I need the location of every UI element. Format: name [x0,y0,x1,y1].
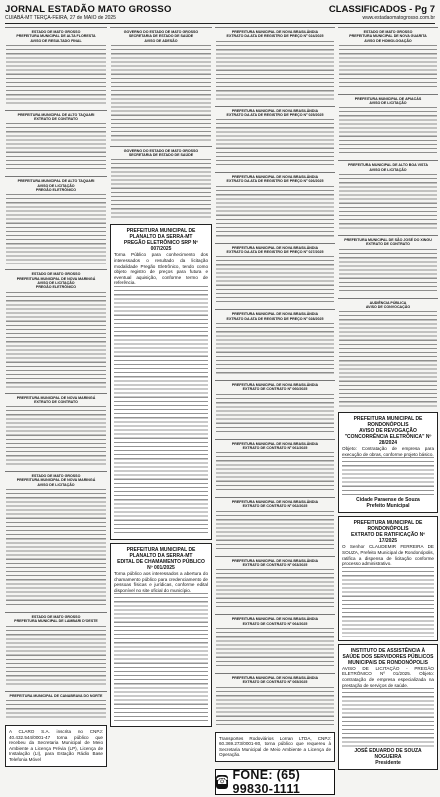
notice-body-lines [216,41,334,101]
notice-body-lines [6,292,106,388]
newspaper-date: CUIABÁ-MT TERÇA-FEIRA, 27 de MAIO de 2025 [5,15,116,21]
notice-body-lines [339,311,437,407]
legal-notice [110,146,212,223]
notice-body-lines [216,687,334,727]
column-4 [338,27,438,797]
notice-body-lines [6,123,106,171]
notice-body-lines [6,626,106,686]
column-2 [110,27,212,797]
notice-heading: PREFEITURA MUNICIPAL DE NOVA BRASILÂNDIA EXTRATO DE CONTRATO Nº 062/2025 [231,500,319,509]
page-header [5,4,435,24]
notice-body-lines [6,489,106,607]
notice-heading: PREFEITURA MUNICIPAL DE NOVA BRASILÂNDIA EXTRATO DA ATA DE REGISTRO DE PREÇO Nº 026/2025 [226,175,324,184]
legal-notice [338,94,438,159]
notice-heading: PREFEITURA MUNICIPAL DE ALTO BOA VISTA AVISO DE LICITAÇÃO [348,163,428,172]
legal-notice [5,27,107,108]
newspaper-title: JORNAL ESTADÃO MATO GROSSO [5,4,172,15]
legal-notice [338,298,438,411]
legal-notice [5,393,107,470]
notice-heading: PREFEITURA MUNICIPAL DE NOVA BRASILÂNDIA EXTRATO DA ATA DE REGISTRO DE PREÇO Nº 024/2025 [226,30,324,39]
legal-notice [215,380,335,437]
legal-notice [215,106,335,171]
notice-text-lines [114,286,208,536]
claro-notice: A CLARO S.A. inscrita no CNPJ: 40.432.544/0001-47 torna público que recebeu da Secretaria Municipal de Meio Ambiente a Licença Prévia (LP), Licença de Instalação (LI), para Estação Rádio Base Telefonia Móvel [5,725,107,767]
notice-body-lines [339,45,437,89]
legal-notice [5,176,107,267]
rondonopolis-revogacao: PREFEITURA MUNICIPAL DE RONDONÓPOLIS AVISO DE REVOGAÇÃO "CONCORRÊNCIA ELETRÔNICA" Nº 28/2024 Objeto: Contratação de empresa para execução de obras, conforme projeto básico. Cidade Paraense de Souza Prefeito Municipal [338,412,438,513]
legal-notice [215,243,335,308]
legal-notice [5,471,107,610]
notice-heading: GOVERNO DO ESTADO DE MATO GROSSO SECRETARIA DE ESTADO DE SAÚDE AVISO DE ADESÃO [123,30,199,43]
notice-heading: PREFEITURA MUNICIPAL DE ALTO TAQUARI AVISO DE LICITAÇÃO PREGÃO ELETRÔNICO [17,179,95,193]
notice-body-lines [339,249,437,293]
notice-heading: PREFEITURA MUNICIPAL DE APIACÁS AVISO DE LICITAÇÃO [354,96,422,106]
rondonopolis-ratificacao: PREFEITURA MUNICIPAL DE RONDONÓPOLIS EXTRATO DE RATIFICAÇÃO Nº 17/2025 O Senhor CLAUDEMIR FERREIRA DE SOUZA, Prefeito Municipal de Rondonópolis, ratifica a dispensa de licitação conforme processo administrativo. [338,516,438,640]
notice-text-lines [342,688,434,748]
notice-body-lines [216,511,334,551]
notice-text-lines [342,567,434,637]
notice-body-lines [216,394,334,434]
section-title: CLASSIFICADOS - Pg 7 [328,4,435,15]
notice-body-lines [6,700,106,720]
notice-heading: PREFEITURA MUNICIPAL DE NOVA MARINGÁ EXTRATO DE CONTRATO [16,395,96,404]
notice-body-lines [339,174,437,230]
legal-notice [215,309,335,378]
legal-notice [5,269,107,390]
notice-body-lines [216,628,334,668]
legal-notice [215,439,335,496]
notice-heading: PREFEITURA MUNICIPAL DE SÃO JOSÉ DO XINGU EXTRATO DE CONTRATO [344,238,432,247]
notice-body-lines [216,186,334,238]
notice-heading: ESTADO DE MATO GROSSO PREFEITURA MUNICIPAL DE NOVA MARINGÁ AVISO DE LICITAÇÃO PREGÃO ELETRÔNICO [16,272,96,290]
instituto-saude-notice: INSTITUTO DE ASSISTÊNCIA À SAÚDE DOS SERVIDORES PÚBLICOS MUNICIPAIS DE RONDONÓPOLIS AVISO DE LICITAÇÃO - PREGÃO ELETRÔNICO Nº 01/2025. Objeto: contratação de empresa especializada na prestação de serviços de saúde. JOSÉ EDUARDO DE SOUZA NOGUEIRA Presidente [338,644,438,770]
legal-notice [5,110,107,175]
notice-heading: PREFEITURA MUNICIPAL DE ALTO TAQUARI EXTRATO DE CONTRATO [17,112,95,122]
notice-heading: ESTADO DE MATO GROSSO PREFEITURA MUNICIPAL DE ALTA FLORESTA AVISO DE RESULTADO FINAL [16,30,96,43]
notice-body-lines [216,323,334,375]
notice-heading: ESTADO DE MATO GROSSO PREFEITURA MUNICIPAL DE NOVA GUARITA AVISO DE HOMOLOGAÇÃO [349,30,427,43]
legal-notice [5,691,107,723]
legal-notice [338,27,438,92]
notice-heading: AUDIÊNCIA PÚBLICA AVISO DE CONVOCAÇÃO [365,300,411,309]
notice-heading: GOVERNO DO ESTADO DE MATO GROSSO SECRETARIA DE ESTADO DE SAÚDE [123,148,199,158]
notice-body-lines [216,452,334,492]
notice-heading: ESTADO DE MATO GROSSO PREFEITURA MUNICIPAL DE LAMBARI D'OESTE [14,615,98,624]
legal-notice [215,27,335,104]
notice-body-lines [339,107,437,155]
notice-heading: PREFEITURA MUNICIPAL DE NOVA BRASILÂNDIA EXTRATO DA ATA DE REGISTRO DE PREÇO Nº 028/2025 [226,312,324,321]
notice-body-lines [216,119,334,167]
notice-heading: PREFEITURA MUNICIPAL DE NOVA BRASILÂNDIA EXTRATO DE CONTRATO Nº 060/2025 [231,382,319,392]
notice-body-lines [6,194,106,264]
legal-notice [5,612,107,689]
legal-notice [338,160,438,233]
lorran-notice: Transportes Rodoviários Lorran LTDA, CNPJ: 60.369.273/0001-80, torna público que requereu à Secretaria Municipal de Meio Ambiente a Licença de Operação. [215,732,335,762]
legal-notice [215,673,335,730]
notice-heading: PREFEITURA MUNICIPAL DE NOVA BRASILÂNDIA EXTRATO DE CONTRATO Nº 061/2025 [231,441,319,450]
notice-heading: PREFEITURA MUNICIPAL DE CANABRAVA DO NORTE [9,693,103,698]
legal-notice [215,172,335,241]
notice-text-lines [342,457,434,497]
notice-heading: PREFEITURA MUNICIPAL DE NOVA BRASILÂNDIA EXTRATO DE CONTRATO Nº 063/2025 [231,558,319,568]
notice-heading: PREFEITURA MUNICIPAL DE NOVA BRASILÂNDIA EXTRATO DA ATA DE REGISTRO DE PREÇO Nº 027/2025 [226,245,324,255]
planalto-chamamento-notice: PREFEITURA MUNICIPAL DE PLANALTO DA SERRA-MT EDITAL DE CHAMAMENTO PÚBLICO Nº 001/2025 Torna público aos interessados a abertura do chamamento público para credenciamento de pessoas físicas e jurídicas, conforme edital disponível no site oficial do município. [110,543,212,727]
column-3 [215,27,335,797]
legal-notice [215,556,335,613]
notice-heading: PREFEITURA MUNICIPAL DE NOVA BRASILÂNDIA EXTRATO DE CONTRATO Nº 064/2025 [231,617,319,626]
column-1 [5,27,107,797]
notice-body-lines [216,256,334,304]
notice-text-lines [114,593,208,723]
legal-notice [215,497,335,554]
legal-notice [110,27,212,144]
notice-heading: PREFEITURA MUNICIPAL DE NOVA BRASILÂNDIA EXTRATO DA ATA DE REGISTRO DE PREÇO Nº 025/2025 [226,108,324,117]
notice-body-lines [111,45,211,141]
legal-notice [215,614,335,671]
phone-banner: ☎ FONE: (65) 99830-1111 [215,769,335,795]
notice-heading: PREFEITURA MUNICIPAL DE NOVA BRASILÂNDIA EXTRATO DE CONTRATO Nº 065/2025 [231,675,319,685]
notice-body-lines [111,159,211,219]
website-link[interactable]: www.estadaomatogrosso.com.br [362,15,435,21]
notice-body-lines [6,45,106,105]
planalto-pregao-notice: PREFEITURA MUNICIPAL DE PLANALTO DA SERRA-MT PREGÃO ELETRÔNICO SRP Nº 007/2025 Torna Público para conhecimento dos interessados o resultado da licitação modalidade Pregão Eletrônico, tendo como objeto registro de preços para futura e eventual aquisição, conforme termo de referência. [110,224,212,540]
notice-heading: ESTADO DE MATO GROSSO PREFEITURA MUNICIPAL DE NOVA MARINGÁ AVISO DE LICITAÇÃO [16,474,96,487]
notice-body-lines [216,569,334,609]
notice-body-lines [6,406,106,466]
phone-icon: ☎ [216,776,229,787]
legal-notice [338,235,438,296]
